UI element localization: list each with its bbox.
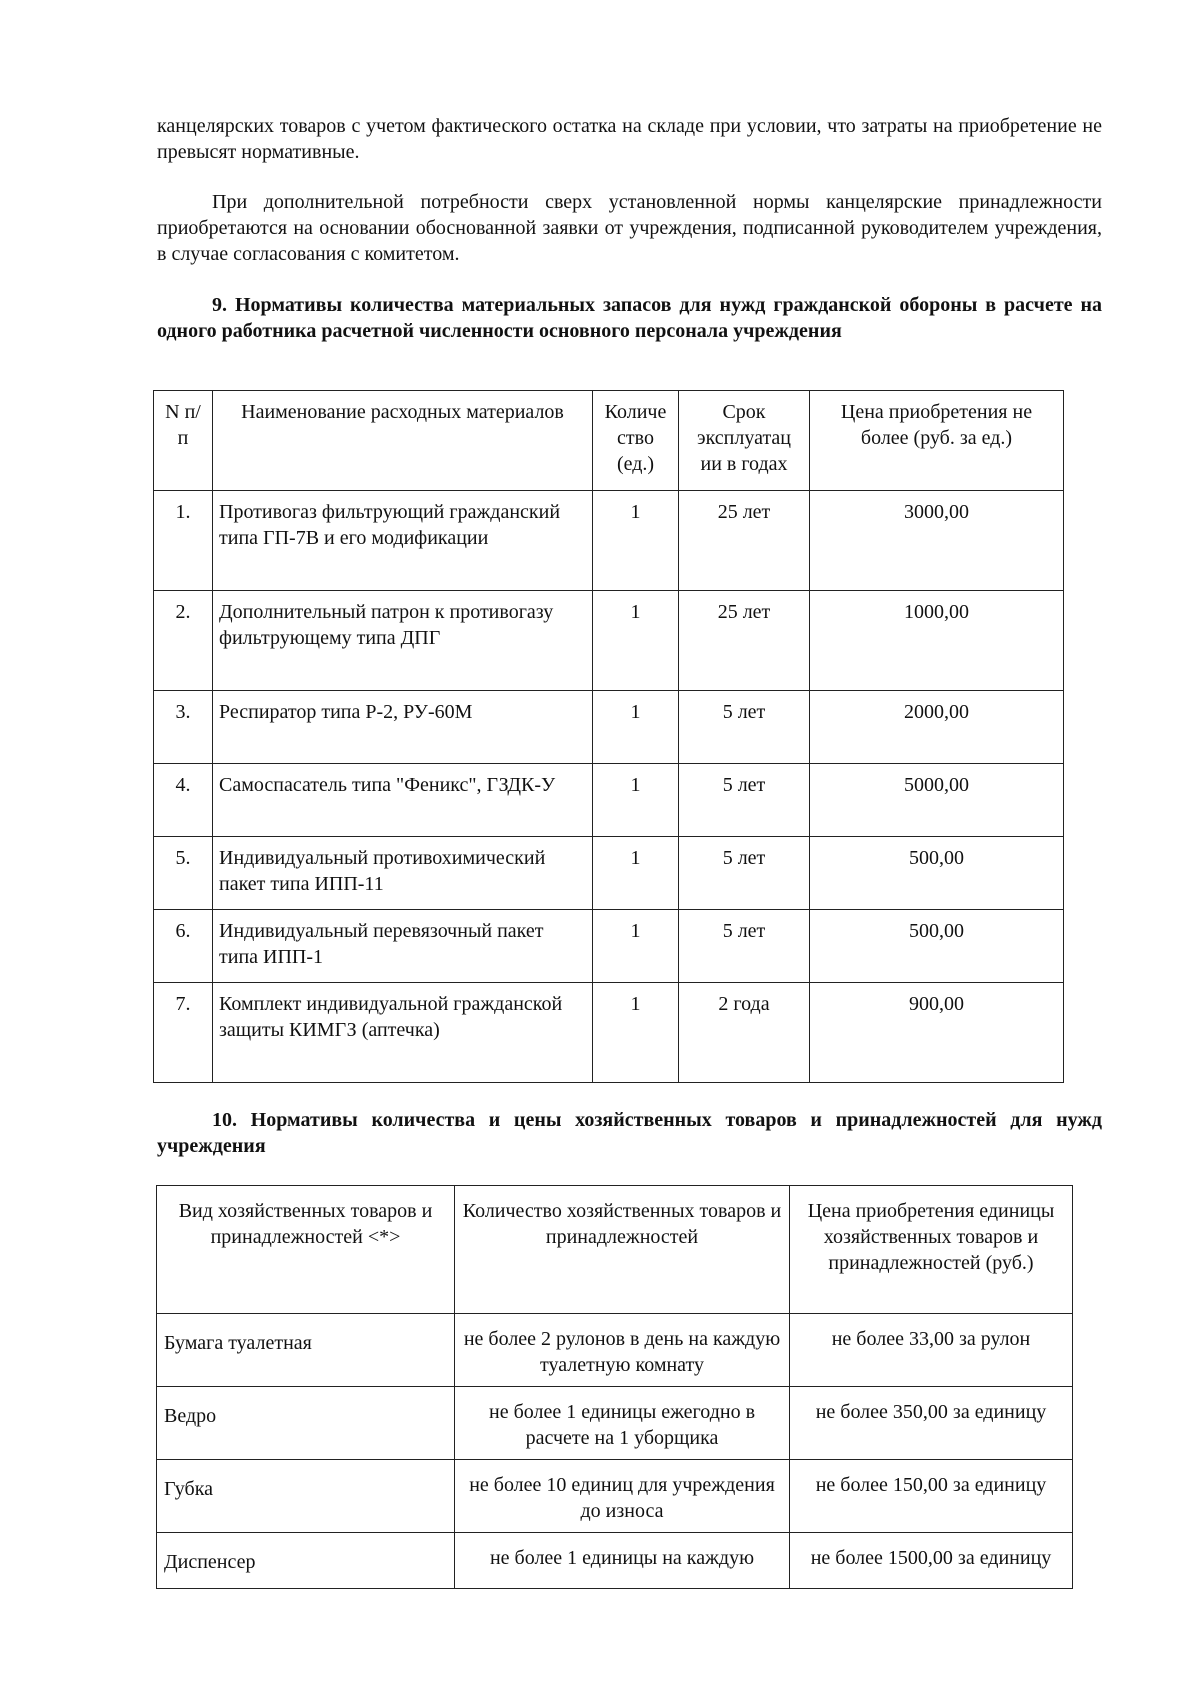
row-price: 3000,00	[810, 491, 1064, 591]
header-price: Цена приобретения единицы хозяйственных товаров и принадлежностей (руб.)	[790, 1186, 1073, 1314]
row-qty: не более 1 единицы ежегодно в расчете на 1 уборщика	[455, 1387, 790, 1460]
row-qty: не более 2 рулонов в день на каждую туалетную комнату	[455, 1314, 790, 1387]
row-price: не более 33,00 за рулон	[790, 1314, 1073, 1387]
row-qty: 1	[593, 591, 679, 691]
row-qty: 1	[593, 691, 679, 764]
row-name: Дополнительный патрон к противогазу фильтрующему типа ДПГ	[213, 591, 593, 691]
row-price: не более 150,00 за единицу	[790, 1460, 1073, 1533]
row-price: не более 350,00 за единицу	[790, 1387, 1073, 1460]
row-qty: 1	[593, 491, 679, 591]
table-row	[157, 1387, 1073, 1460]
header-qty: Количество хозяйственных товаров и принадлежностей	[455, 1186, 790, 1314]
table-row	[154, 591, 1064, 691]
row-qty: 1	[593, 764, 679, 837]
table-row	[154, 764, 1064, 837]
row-num: 5.	[154, 837, 213, 910]
header-qty: Количе ство (ед.)	[593, 391, 679, 491]
row-name: Комплект индивидуальной гражданской защиты КИМГЗ (аптечка)	[213, 983, 593, 1083]
row-term: 5 лет	[679, 691, 810, 764]
row-price: 500,00	[810, 837, 1064, 910]
table-row	[154, 491, 1064, 591]
row-term: 5 лет	[679, 910, 810, 983]
header-price: Цена приобретения не более (руб. за ед.)	[810, 391, 1064, 491]
row-name: Самоспасатель типа "Феникс", ГЗДК-У	[213, 764, 593, 837]
row-term: 25 лет	[679, 491, 810, 591]
table-row	[154, 691, 1064, 764]
row-price: 500,00	[810, 910, 1064, 983]
row-qty: не более 1 единицы на каждую	[455, 1533, 790, 1589]
row-name: Индивидуальный перевязочный пакет типа ИПП-1	[213, 910, 593, 983]
row-qty: 1	[593, 837, 679, 910]
row-kind: Ведро	[157, 1387, 455, 1460]
row-num: 7.	[154, 983, 213, 1083]
row-kind: Губка	[157, 1460, 455, 1533]
paragraph-additional-need: При дополнительной потребности сверх установленной нормы канцелярские принадлежности приобретаются на основании обоснованной заявки от учреждения, подписанной руководителем учреждения, в случае согласования с комитетом.	[157, 191, 1102, 265]
row-price: 1000,00	[810, 591, 1064, 691]
row-term: 25 лет	[679, 591, 810, 691]
header-kind: Вид хозяйственных товаров и принадлежностей <*>	[157, 1186, 455, 1314]
row-qty: 1	[593, 983, 679, 1083]
section-9-heading: 9. Нормативы количества материальных запасов для нужд гражданской обороны в расчете на одного работника расчетной численности основного персонала учреждения	[157, 294, 1102, 342]
civil-defense-table	[153, 390, 1064, 1083]
household-goods-table	[156, 1185, 1073, 1589]
row-price: 5000,00	[810, 764, 1064, 837]
row-price: 2000,00	[810, 691, 1064, 764]
row-num: 6.	[154, 910, 213, 983]
table-row	[154, 910, 1064, 983]
table-row	[157, 1460, 1073, 1533]
header-name: Наименование расходных материалов	[213, 391, 593, 491]
table-header-row	[154, 391, 1064, 491]
paragraph-continuation: канцелярских товаров с учетом фактического остатка на складе при условии, что затраты на приобретение не превысят нормативные.	[157, 115, 1102, 163]
row-name: Индивидуальный противохимический пакет типа ИПП-11	[213, 837, 593, 910]
row-kind: Диспенсер	[157, 1533, 455, 1589]
row-num: 3.	[154, 691, 213, 764]
table-row	[154, 983, 1064, 1083]
table-header-row	[157, 1186, 1073, 1314]
row-name: Респиратор типа Р-2, РУ-60М	[213, 691, 593, 764]
row-qty: 1	[593, 910, 679, 983]
header-num: N п/п	[154, 391, 213, 491]
section-10-heading: 10. Нормативы количества и цены хозяйственных товаров и принадлежностей для нужд учреждения	[157, 1109, 1102, 1157]
row-term: 2 года	[679, 983, 810, 1083]
row-name: Противогаз фильтрующий гражданский типа ГП-7В и его модификации	[213, 491, 593, 591]
row-num: 1.	[154, 491, 213, 591]
table-row	[157, 1533, 1073, 1589]
row-kind: Бумага туалетная	[157, 1314, 455, 1387]
row-price: не более 1500,00 за единицу	[790, 1533, 1073, 1589]
table-row	[154, 837, 1064, 910]
row-num: 4.	[154, 764, 213, 837]
row-price: 900,00	[810, 983, 1064, 1083]
row-num: 2.	[154, 591, 213, 691]
row-qty: не более 10 единиц для учреждения до износа	[455, 1460, 790, 1533]
row-term: 5 лет	[679, 837, 810, 910]
table-row	[157, 1314, 1073, 1387]
header-term: Срок эксплуатац ии в годах	[679, 391, 810, 491]
row-term: 5 лет	[679, 764, 810, 837]
